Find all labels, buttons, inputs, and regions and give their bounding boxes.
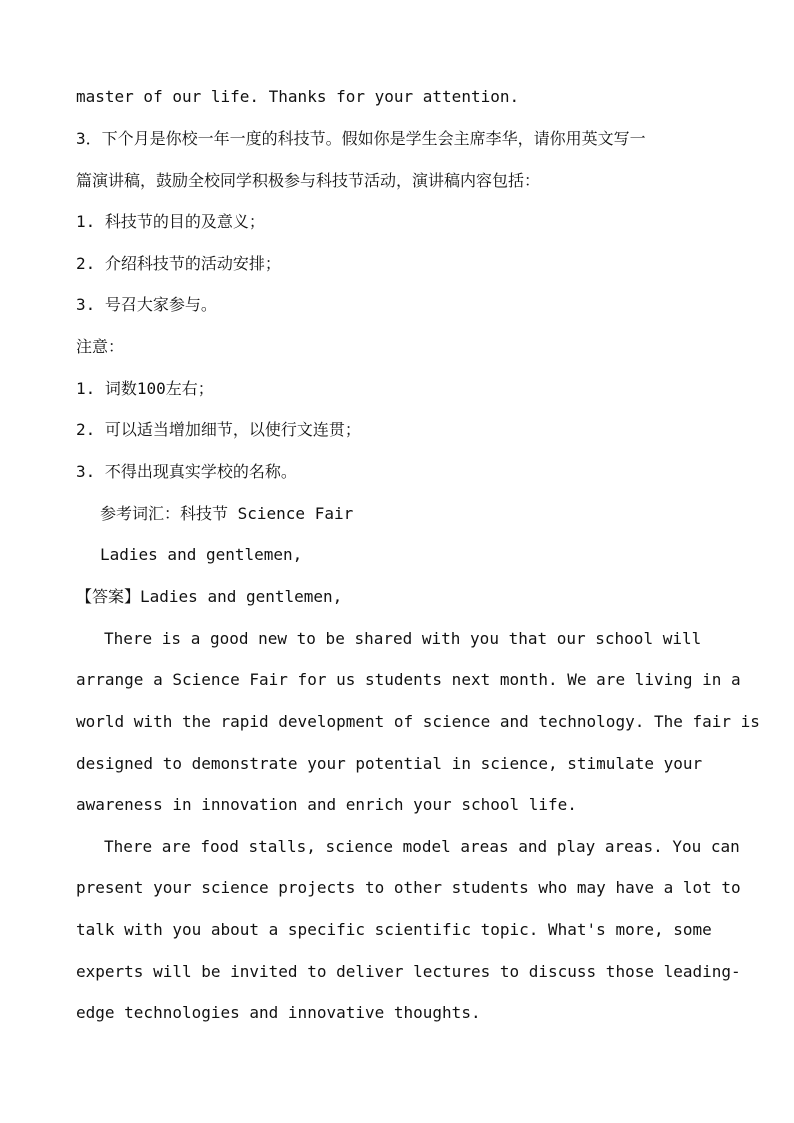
answer-p1-line-3: world with the rapid development of science and technology. The fair is [76, 712, 760, 731]
answer-p2-line-4: experts will be invited to deliver lectures to discuss those leading- [76, 962, 741, 981]
note-item-1: 1. 词数100左右； [76, 379, 214, 398]
question-line-1: 3．下个月是你校一年一度的科技节。假如你是学生会主席李华，请你用英文写一 [76, 129, 646, 148]
answer-p1-line-5: awareness in innovation and enrich your school life. [76, 795, 577, 814]
answer-line [76, 587, 746, 607]
salutation: Ladies and gentlemen, [100, 545, 303, 564]
answer-p2-line-2: present your science projects to other students who may have a lot to [76, 878, 741, 897]
intro-line: master of our life. Thanks for your attention. [76, 87, 520, 106]
answer-p1-line-1: There is a good new to be shared with you that our school will [104, 629, 702, 648]
content-item-1: 1. 科技节的目的及意义； [76, 212, 265, 231]
answer-p2-line-5: edge technologies and innovative thoughts. [76, 1003, 481, 1022]
answer-p2-line-3: talk with you about a specific scientific topic. What's more, some [76, 920, 712, 939]
answer-label: 【答案】 [76, 587, 141, 606]
answer-p2-line-1: There are food stalls, science model areas and play areas. You can [104, 837, 740, 856]
note-item-3: 3. 不得出现真实学校的名称。 [76, 462, 297, 481]
notes-heading: 注意： [76, 337, 125, 356]
answer-salutation: Ladies and gentlemen, [140, 587, 343, 606]
content-item-3: 3. 号召大家参与。 [76, 295, 217, 314]
note-item-2: 2. 可以适当增加细节，以使行文连贯； [76, 420, 361, 439]
answer-p1-line-2: arrange a Science Fair for us students next month. We are living in a [76, 670, 741, 689]
reference-vocabulary: 参考词汇：科技节 Science Fair [100, 504, 354, 523]
answer-p1-line-4: designed to demonstrate your potential in science, stimulate your [76, 754, 703, 773]
content-item-2: 2. 介绍科技节的活动安排； [76, 254, 281, 273]
question-line-2: 篇演讲稿，鼓励全校同学积极参与科技节活动，演讲稿内容包括： [76, 171, 541, 190]
